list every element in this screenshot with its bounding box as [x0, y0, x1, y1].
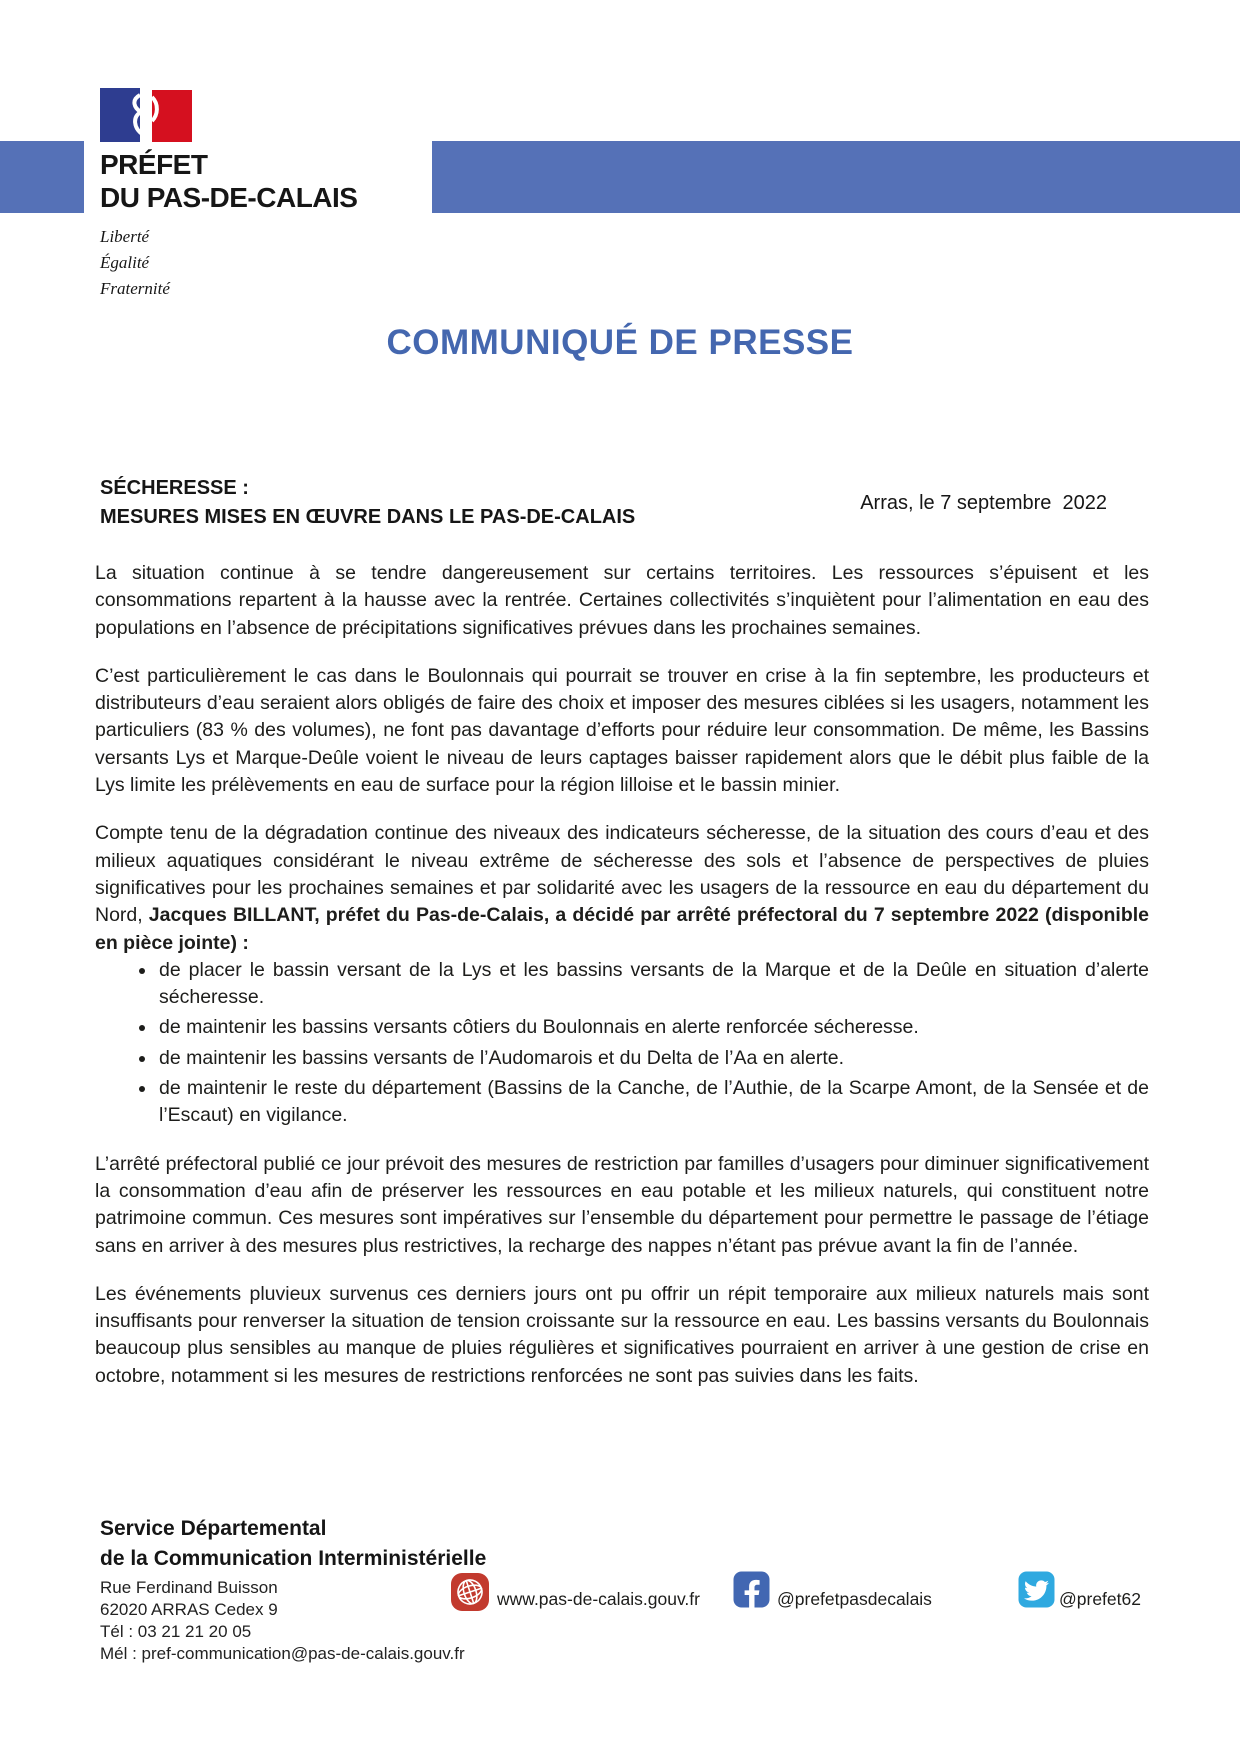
dateline: Arras, le 7 septembre 2022: [860, 491, 1107, 514]
bullet-item: • de maintenir les bassins versants de l’Audomarois et du Delta de l’Aa en alerte.: [157, 1045, 1149, 1072]
subject-line2: MESURES MISES EN ŒUVRE DANS LE PAS-DE-CALAIS: [100, 506, 636, 528]
press-release-title: COMMUNIQUÉ DE PRESSE: [386, 323, 854, 362]
address-line1: Rue Ferdinand Buisson: [100, 1578, 278, 1597]
body-text: [95, 560, 1149, 1411]
footer-service-name: [100, 1514, 486, 1574]
body-paragraph-3: [95, 820, 1149, 956]
body-paragraph-2: C’est particulièrement le cas dans le Boulonnais qui pourrait se trouver en crise à la fin septembre, les producteurs et distributeurs d’eau seraient alors obligés de faire des choix et imposer des mesures ciblées si les usagers, notamment les particuliers (83 % des volumes), ne font pas davantage d’efforts pour réduire leur consommation. De même, les Bassins versants Lys et Marque-Deûle voient le niveau de leurs captages baisser rapidement alors que le débit plus faible de la Lys limite les prélèvements en eau de surface pour la région lilloise et le bassin minier.: [95, 664, 1149, 797]
facebook-handle[interactable]: @prefetpasdecalais: [777, 1589, 932, 1609]
paragraph-3-text: Compte tenu de la dégradation continue des niveaux des indicateurs sécheresse, de la situation des cours d’eau et des milieux aquatiques considérant le niveau extrême de sécheresse des sols et l’absence de perspectives de pluies significatives pour les prochaines semaines et par solidarité avec les usagers de la ressource en eau du département du Nord,: [95, 822, 1149, 927]
body-paragraph-5: Les événements pluvieux survenus ces derniers jours ont pu offrir un répit temporaire aux milieux naturels mais sont insuffisants pour renverser la situation de tension croissante sur la ressource en eau. Les bassins versants du Boulonnais beaucoup plus sensibles au manque de pluies régulières et significatives pourraient en arriver à une gestion de crise en octobre, notamment si les mesures de restrictions renforcées ne sont pas suivies dans les faits.: [95, 1282, 1149, 1387]
globe-icon: [450, 1572, 490, 1612]
twitter-icon[interactable]: [1018, 1571, 1055, 1608]
body-paragraph-4: L’arrêté préfectoral publié ce jour prévoit des mesures de restriction par familles d’usagers pour diminuer significativement la consommation d’eau afin de préserver les ressources en eau potable et les milieux naturels, qui constituent notre patrimoine commun. Ces mesures sont impératives sur l’ensemble du département pour permettre le passage de l’étiage sans en arriver à des mesures plus restrictives, la recharge des nappes n’étant pas prévue avant la fin de l’année.: [95, 1152, 1149, 1257]
phone-number: Tél : 03 21 21 20 05: [100, 1622, 252, 1641]
prefecture-logo-block: [84, 86, 432, 352]
website-link[interactable]: www.pas-de-calais.gouv.fr: [497, 1589, 700, 1609]
address-line2: 62020 ARRAS Cedex 9: [100, 1600, 278, 1619]
bullet-item: • de placer le bassin versant de la Lys et les bassins versants de la Marque et de la Deûle en situation d’alerte sécheresse.: [157, 957, 1149, 1012]
meta-row: [100, 474, 1149, 532]
agency-name-line2: DU PAS-DE-CALAIS: [100, 182, 358, 213]
twitter-handle[interactable]: @prefet62: [1059, 1589, 1141, 1609]
bullet-item: • de maintenir les bassins versants côtiers du Boulonnais en alerte renforcée sécheresse.: [157, 1014, 1149, 1041]
service-line2: de la Communication Interministérielle: [100, 1547, 487, 1570]
agency-name-line1: PRÉFET: [100, 149, 208, 180]
subject-line1: SÉCHERESSE :: [100, 477, 249, 499]
measures-bullet-list: [95, 957, 1149, 1130]
footer-address-block: [100, 1577, 465, 1665]
facebook-icon[interactable]: [733, 1571, 770, 1608]
paragraph-3-bold-decision: Jacques BILLANT, préfet du Pas-de-Calais, a décidé par arrêté préfectoral du 7 septembre 2022 (disponible en pièce jointe) :: [95, 904, 1149, 954]
bullet-item: • de maintenir le reste du département (Bassins de la Canche, de l’Authie, de la Scarpe Amont, de la Sensée et de l’Escaut) en vigilance.: [157, 1075, 1149, 1130]
body-paragraph-1: La situation continue à se tendre dangereusement sur certains territoires. Les ressources s’épuisent et les consommations repartent à la hausse avec la rentrée. Certaines collectivités s’inquiètent pour l’alimentation en eau des populations en l’absence de précipitations significatives prévues dans les prochaines semaines.: [95, 562, 1149, 639]
service-line1: Service Départemental: [100, 1517, 327, 1540]
email-address[interactable]: Mél : pref-communication@pas-de-calais.gouv.fr: [100, 1644, 465, 1663]
motto-egalite: Égalité: [100, 253, 150, 272]
motto-liberte: Liberté: [100, 227, 150, 246]
marianne-flag-icon: [100, 88, 192, 142]
motto-fraternite: Fraternité: [100, 279, 170, 298]
